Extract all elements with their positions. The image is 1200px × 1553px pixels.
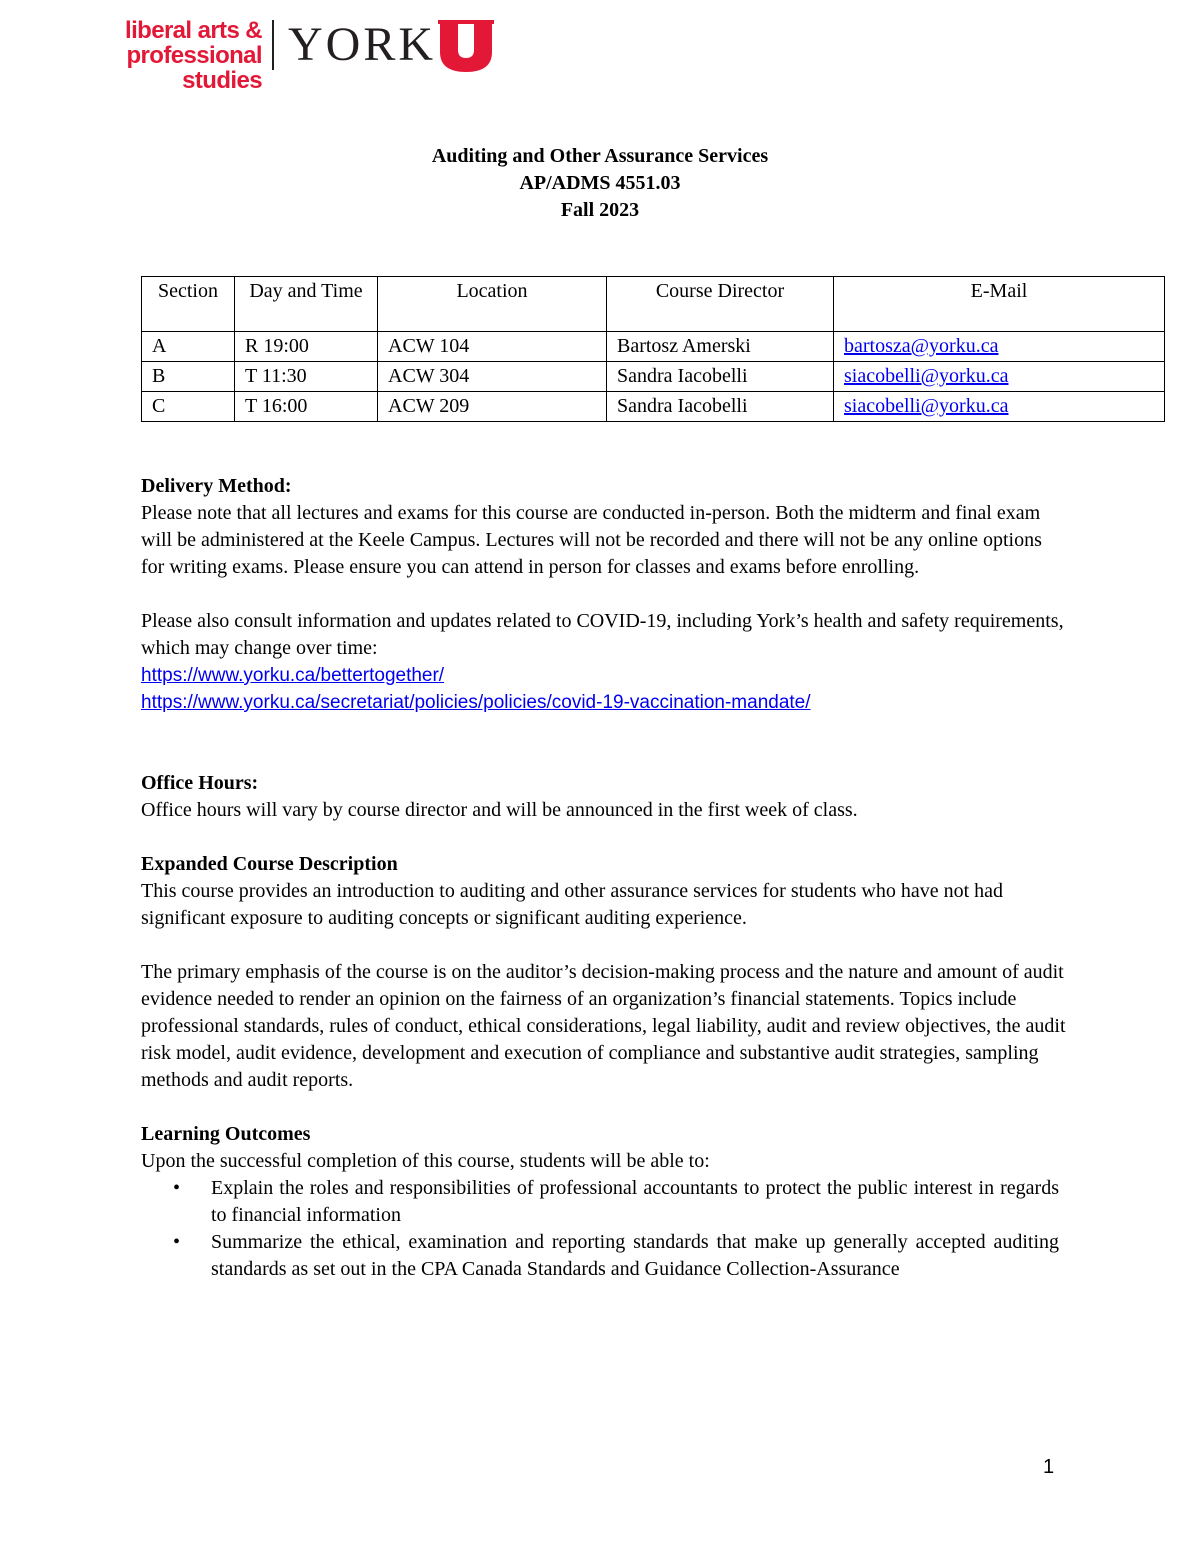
- header-day-time: Day and Time: [235, 277, 378, 332]
- table-row: [142, 392, 1165, 422]
- description-paragraph-2: The primary emphasis of the course is on the auditor’s decision-making process and the nature and amount of audit evidence needed to render an opinion on the fairness of an organization’s financial statements. Topics include professional standards, rules of conduct, ethical considerations, legal liability, audit and review objectives, the audit risk model, audit evidence, development and execution of compliance and substantive audit strategies, sampling methods and audit reports.: [141, 961, 1066, 1091]
- list-item: [173, 1229, 1059, 1283]
- header-course-director: Course Director: [607, 277, 834, 332]
- logo-line-2: professional studies: [126, 42, 262, 94]
- course-title-block: [0, 143, 1200, 224]
- page-number: 1: [1043, 1456, 1055, 1478]
- table-row: [142, 362, 1165, 392]
- cell-section: C: [142, 392, 235, 422]
- outcomes-list: [141, 1175, 1066, 1283]
- cell-section: B: [142, 362, 235, 392]
- logo-line-1: liberal arts &: [125, 17, 262, 44]
- email-link[interactable]: bartosza@yorku.ca: [834, 332, 1165, 362]
- bullet-icon: •: [173, 1231, 181, 1253]
- header-location: Location: [378, 277, 607, 332]
- course-code: AP/ADMS 4551.03: [519, 172, 681, 194]
- email-link[interactable]: siacobelli@yorku.ca: [834, 392, 1165, 422]
- course-name: Auditing and Other Assurance Services: [431, 145, 769, 167]
- course-term: Fall 2023: [560, 199, 640, 221]
- cell-location: ACW 104: [378, 332, 607, 362]
- description-paragraph-1: This course provides an introduction to auditing and other assurance services for students who have not had significant exposure to auditing concepts or significant auditing experience.: [141, 880, 1004, 929]
- cell-time: T 16:00: [235, 392, 378, 422]
- office-hours-heading: Office Hours:: [141, 772, 259, 794]
- cell-section: A: [142, 332, 235, 362]
- outcome-text: Explain the roles and responsibilities of professional accountants to protect the public interest in regards to financial information: [211, 1177, 1059, 1226]
- york-u-icon: [438, 20, 494, 72]
- cell-director: Sandra Iacobelli: [607, 392, 834, 422]
- outcomes-heading: Learning Outcomes: [141, 1123, 311, 1145]
- cell-location: ACW 304: [378, 362, 607, 392]
- list-item: [173, 1175, 1059, 1229]
- york-lap-logo: [42, 17, 502, 94]
- logo-divider: [272, 20, 274, 70]
- description-heading: Expanded Course Description: [141, 853, 398, 875]
- delivery-paragraph: Please note that all lectures and exams for this course are conducted in-person. Both the midterm and final exam will be administered at the Keele Campus. Lectures will not be recorded and there will not be any online options for writing exams. Please ensure you can attend in person for classes and exams before enrolling.: [141, 502, 1042, 578]
- bettertogether-link[interactable]: https://www.yorku.ca/bettertogether/: [141, 665, 445, 686]
- header-email: E-Mail: [834, 277, 1165, 332]
- outcomes-intro: Upon the successful completion of this course, students will be able to:: [141, 1150, 710, 1172]
- delivery-heading: Delivery Method:: [141, 475, 292, 497]
- cell-director: Bartosz Amerski: [607, 332, 834, 362]
- outcome-text: Summarize the ethical, examination and reporting standards that make up generally accepted auditing standards as set out in the CPA Canada Standards and Guidance Collection-Assurance: [211, 1231, 1059, 1280]
- logo-york-wordmark: YORK: [288, 18, 437, 71]
- logo-faculty-text: [42, 18, 262, 93]
- table-row: [142, 332, 1165, 362]
- bullet-icon: •: [173, 1177, 181, 1199]
- cell-location: ACW 209: [378, 392, 607, 422]
- header-section: Section: [142, 277, 235, 332]
- syllabus-body: [141, 473, 1066, 1283]
- cell-director: Sandra Iacobelli: [607, 362, 834, 392]
- office-hours-text: Office hours will vary by course director and will be announced in the first week of class.: [141, 799, 858, 821]
- table-header-row: [142, 277, 1165, 332]
- email-link[interactable]: siacobelli@yorku.ca: [834, 362, 1165, 392]
- section-schedule-table: [141, 276, 1165, 422]
- cell-time: R 19:00: [235, 332, 378, 362]
- cell-time: T 11:30: [235, 362, 378, 392]
- covid-paragraph: Please also consult information and updates related to COVID-19, including York’s health and safety requirements, which may change over time:: [141, 610, 1064, 659]
- vaccination-mandate-link[interactable]: https://www.yorku.ca/secretariat/policies/policies/covid-19-vaccination-mandate/: [141, 692, 811, 713]
